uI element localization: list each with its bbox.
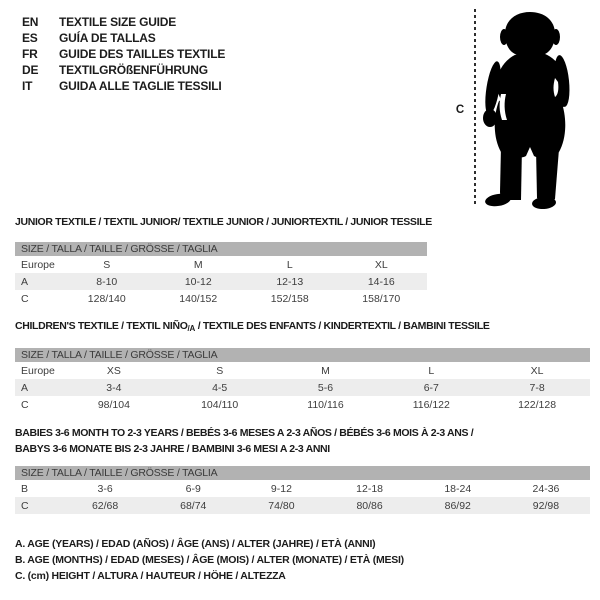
size-cell: 122/128 [518, 398, 557, 411]
language-title: GUIDA ALLE TAGLIE TESSILI [59, 79, 222, 93]
junior-table-title: JUNIOR TEXTILE / TEXTIL JUNIOR/ TEXTILE JUNIOR / JUNIORTEXTIL / JUNIOR TESSILE [15, 216, 432, 228]
language-title: GUIDE DES TAILLES TEXTILE [59, 47, 226, 61]
size-cell: S [103, 258, 111, 271]
table-row [15, 362, 590, 379]
language-code: IT [22, 79, 33, 93]
table-row [15, 396, 590, 413]
height-measure-label: C [455, 104, 465, 116]
footnote-list [15, 536, 404, 584]
size-cell: M [321, 364, 330, 377]
size-cell: XS [106, 364, 121, 377]
height-measure-dashed-line [474, 9, 476, 206]
children-title-prefix: CHILDREN'S TEXTILE / TEXTIL NIÑO [15, 320, 188, 332]
size-cell: XL [374, 258, 388, 271]
language-row [22, 62, 225, 78]
size-cell: 158/170 [362, 292, 401, 305]
size-cell: 74/80 [268, 499, 295, 512]
size-cell: XL [530, 364, 544, 377]
row-label: A [21, 381, 29, 394]
row-label: Europe [21, 258, 55, 271]
junior-size-table [15, 242, 427, 307]
size-cell: 116/122 [412, 398, 450, 411]
babies-title-line2: BABYS 3-6 MONATE BIS 2-3 JAHRE / BAMBINI 3-6 MESI A 2-3 ANNI [15, 443, 330, 455]
language-row [22, 14, 225, 30]
size-header-bar: SIZE / TALLA / TAILLE / GRÖSSE / TAGLIA [15, 242, 427, 256]
size-cell: 110/116 [307, 398, 344, 411]
size-cell: 10-12 [184, 275, 212, 288]
table-row [15, 273, 427, 290]
children-size-table [15, 348, 590, 413]
table-row [15, 497, 590, 514]
footnote-a: A. AGE (YEARS) / EDAD (AÑOS) / ÂGE (ANS) / ALTER (JAHRE) / ETÀ (ANNI) [15, 538, 376, 550]
babies-title-line1: BABIES 3-6 MONTH TO 2-3 YEARS / BEBÉS 3-6 MESES A 2-3 AÑOS / BÉBÉS 3-6 MOIS À 2-3 ANS / [15, 427, 474, 439]
row-label: C [21, 292, 29, 305]
table-row [15, 480, 590, 497]
table-row [15, 256, 427, 273]
size-cell: L [428, 364, 435, 377]
size-cell: 12-18 [356, 482, 384, 495]
size-cell: 3-4 [106, 381, 122, 394]
table-row [15, 379, 590, 396]
table-row [15, 290, 427, 307]
size-cell: 68/74 [180, 499, 207, 512]
footnote-b: B. AGE (MONTHS) / EDAD (MESES) / ÂGE (MOIS) / ALTER (MONATE) / ETÀ (MESI) [15, 554, 404, 566]
size-cell: 4-5 [212, 381, 228, 394]
children-table-title [15, 320, 490, 333]
size-header-bar: SIZE / TALLA / TAILLE / GRÖSSE / TAGLIA [15, 348, 590, 362]
size-cell: 140/152 [179, 292, 218, 305]
row-label: C [21, 398, 29, 411]
size-cell: 7-8 [529, 381, 545, 394]
size-cell: 12-13 [276, 275, 304, 288]
size-cell: 24-36 [532, 482, 560, 495]
size-cell: 92/98 [532, 499, 560, 512]
children-title-subscript: /A [187, 324, 196, 333]
language-code: EN [22, 15, 39, 29]
toddler-silhouette-icon [481, 6, 579, 210]
babies-table-title [15, 425, 473, 457]
size-cell: 62/68 [91, 499, 119, 512]
footnote-c: C. (cm) HEIGHT / ALTURA / HAUTEUR / HÖHE / ALTEZZA [15, 570, 286, 582]
size-cell: 8-10 [96, 275, 118, 288]
row-label: B [21, 482, 29, 495]
size-cell: 80/86 [356, 499, 383, 512]
size-cell: 98/104 [97, 398, 130, 411]
language-code: FR [22, 47, 38, 61]
size-header-bar: SIZE / TALLA / TAILLE / GRÖSSE / TAGLIA [15, 466, 590, 480]
size-cell: 152/158 [270, 292, 309, 305]
language-row [22, 46, 225, 62]
language-code: ES [22, 31, 38, 45]
language-title-list [22, 14, 225, 94]
language-row [22, 78, 225, 94]
language-title: GUÍA DE TALLAS [59, 31, 156, 45]
size-cell: 9-12 [270, 482, 292, 495]
language-row [22, 30, 225, 46]
size-cell: M [193, 258, 203, 271]
language-code: DE [22, 63, 39, 77]
size-cell: 86/92 [444, 499, 471, 512]
size-cell: L [286, 258, 293, 271]
size-cell: 6-9 [185, 482, 201, 495]
size-cell: 18-24 [444, 482, 472, 495]
language-title: TEXTILE SIZE GUIDE [59, 15, 177, 29]
size-cell: 104/110 [201, 398, 239, 411]
size-cell: 128/140 [87, 292, 126, 305]
size-cell: 14-16 [367, 275, 395, 288]
row-label: C [21, 499, 29, 512]
row-label: Europe [21, 364, 55, 377]
children-title-suffix: / TEXTILE DES ENFANTS / KINDERTEXTIL / BAMBINI TESSILE [195, 320, 490, 332]
row-label: A [21, 275, 29, 288]
language-title: TEXTILGRÖßENFÜHRUNG [59, 63, 208, 77]
size-cell: 3-6 [97, 482, 113, 495]
babies-size-table [15, 466, 590, 514]
size-cell: 6-7 [423, 381, 439, 394]
size-cell: S [216, 364, 224, 377]
size-cell: 5-6 [317, 381, 334, 394]
